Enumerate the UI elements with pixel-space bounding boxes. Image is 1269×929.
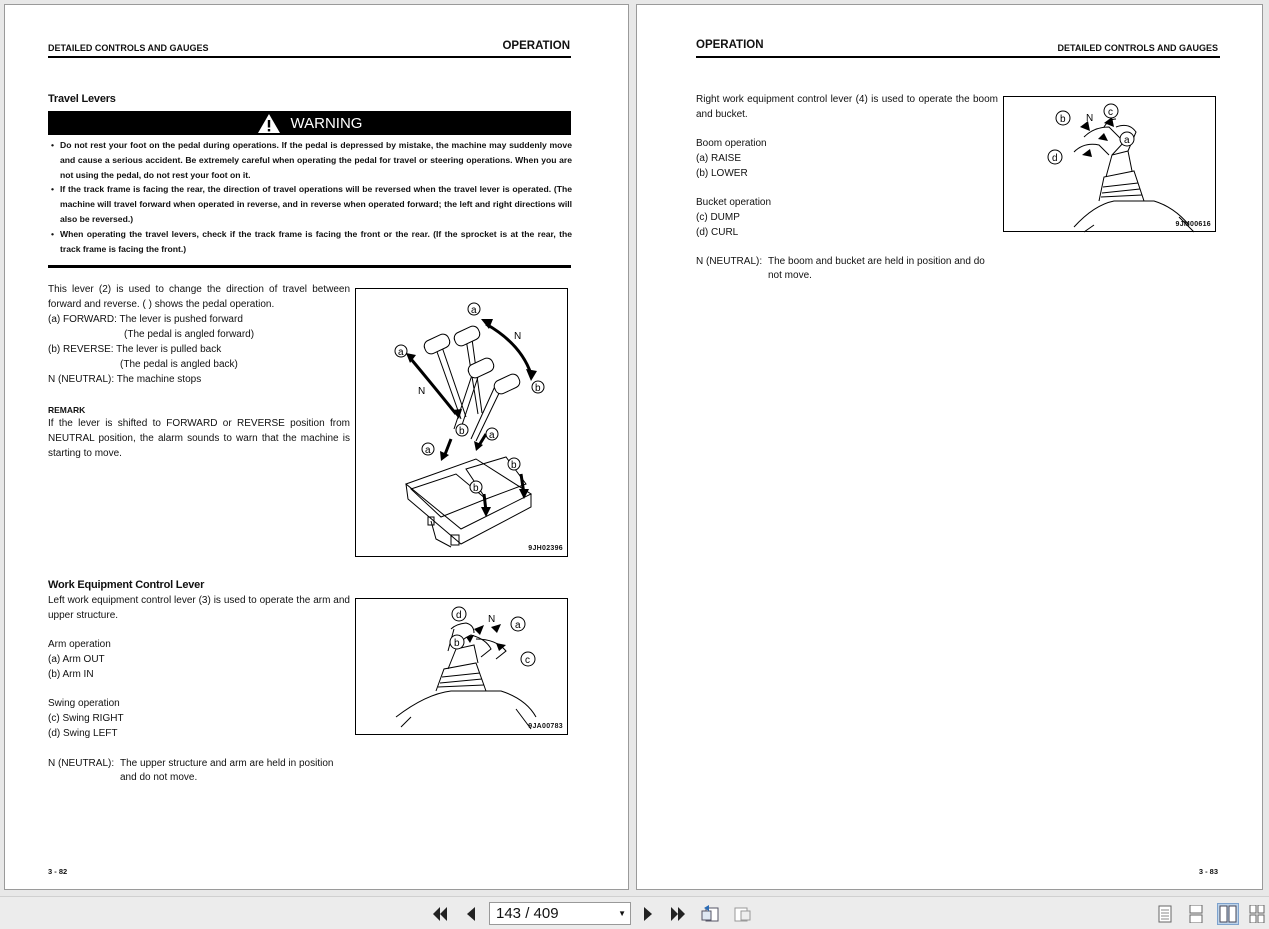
fig-label-a: a (515, 620, 521, 631)
figure-code: 9JM00616 (1175, 221, 1211, 228)
previous-page-button[interactable] (460, 903, 482, 925)
fig-label-a: a (489, 430, 495, 441)
continuous-icon (1189, 905, 1203, 923)
figure-code: 9JH02396 (528, 545, 563, 552)
bucket-operation-title: Bucket operation (696, 197, 772, 208)
left-work-lever-figure (355, 598, 568, 735)
neutral-text-line2: and do not move. (120, 772, 198, 783)
facing-view-button[interactable] (1217, 903, 1239, 925)
remark-label: REMARK (48, 405, 86, 415)
section-title-work-equipment: Work Equipment Control Lever (48, 579, 205, 591)
bucket-dump-text: (c) DUMP (696, 212, 740, 223)
single-page-icon (1158, 905, 1172, 923)
fig-label-c: c (1108, 107, 1113, 118)
fig-label-b: b (454, 638, 460, 649)
neutral-label: N (NEUTRAL): (696, 256, 763, 267)
last-page-button[interactable] (667, 903, 689, 925)
travel-lever-illustration (356, 289, 569, 558)
remark-text: If the lever is shifted to FORWARD or REVERSE position from NEUTRAL position, the alarm sounds to warn that the machine is starting to move. (48, 418, 350, 459)
header-rule (48, 56, 571, 58)
first-page-icon (431, 906, 449, 922)
page-right (636, 4, 1263, 890)
page-left (4, 4, 629, 890)
running-header-right: OPERATION (502, 40, 570, 52)
go-back-icon (700, 905, 720, 923)
right-work-lever-illustration (1004, 97, 1217, 233)
running-header-left: OPERATION (696, 39, 764, 51)
fig-label-a: a (425, 445, 431, 456)
fig-label-c: c (525, 655, 530, 666)
left-work-lever-illustration (356, 599, 569, 736)
navigation-toolbar (0, 896, 1269, 929)
next-page-icon (642, 906, 654, 922)
page-number-left: 3 - 82 (48, 867, 68, 876)
neutral-text-line2: not move. (768, 270, 812, 281)
neutral-text-line1: The upper structure and arm are held in position (120, 758, 334, 769)
travel-intro-text: This lever (2) is used to change the direction of travel between forward and reverse. ( ) shows the pedal operation. (48, 284, 350, 310)
figure-code: 9JA00783 (528, 723, 563, 730)
fig-label-b: b (459, 426, 465, 437)
page-number-right: 3 - 83 (1198, 867, 1218, 876)
travel-lever-figure (355, 288, 568, 557)
continuous-facing-view-button[interactable] (1248, 903, 1266, 925)
fig-label-b: b (1060, 114, 1066, 125)
warning-triangle-icon (257, 113, 281, 134)
boom-operation-title: Boom operation (696, 138, 767, 149)
go-forward-button[interactable] (732, 903, 754, 925)
travel-forward-pedal-text: (The pedal is angled forward) (124, 329, 255, 340)
continuous-facing-icon (1249, 905, 1265, 923)
facing-icon (1219, 905, 1237, 923)
single-page-view-button[interactable] (1154, 903, 1176, 925)
fig-label-n: N (418, 386, 426, 397)
travel-forward-text: (a) FORWARD: The lever is pushed forward (48, 314, 243, 325)
swing-right-text: (c) Swing RIGHT (48, 713, 124, 724)
warning-end-rule (48, 265, 571, 268)
arm-out-text: (a) Arm OUT (48, 654, 105, 665)
work-intro-text: Left work equipment control lever (3) is used to operate the arm and upper structure. (48, 595, 350, 621)
fig-label-a: a (1124, 135, 1130, 146)
running-header-right: DETAILED CONTROLS AND GAUGES (1057, 43, 1218, 53)
fig-label-b: b (511, 460, 517, 471)
fig-label-d: d (1052, 153, 1058, 164)
fig-label-a: a (398, 347, 404, 358)
travel-neutral-text: N (NEUTRAL): The machine stops (48, 374, 202, 385)
fig-label-a: a (471, 305, 477, 316)
warning-item: • When operating the travel levers, check if the track frame is facing the front or the rear. (If the sprocket is at the rear, the track frame is facing the front.) (51, 228, 572, 254)
warning-item: • If the track frame is facing the rear, the direction of travel operations will be reversed when the travel lever is operated. (The machine will travel forward when operated in reverse, and in reverse when operated forward; the left and right directions will also be reversed.) (51, 184, 572, 224)
right-work-lever-figure (1003, 96, 1216, 232)
prev-page-icon (465, 906, 477, 922)
swing-left-text: (d) Swing LEFT (48, 728, 118, 739)
fig-label-d: d (456, 610, 462, 621)
boom-lower-text: (b) LOWER (696, 168, 748, 179)
boom-raise-text: (a) RAISE (696, 153, 742, 164)
chevron-down-icon[interactable]: ▼ (618, 909, 626, 918)
go-forward-icon (733, 905, 753, 923)
fig-label-n: N (488, 614, 496, 625)
fig-label-n: N (514, 331, 522, 342)
running-header-left: DETAILED CONTROLS AND GAUGES (48, 43, 209, 53)
last-page-icon (669, 906, 687, 922)
warning-item: • Do not rest your foot on the pedal during operations. If the pedal is depressed by mistake, the machine may suddenly move and cause a serious accident. Be extremely careful when operating the pedal for travel or steering operations. When you are not using the pedal, do not rest your foot on it. (51, 140, 572, 180)
arm-in-text: (b) Arm IN (48, 669, 94, 680)
first-page-button[interactable] (429, 903, 451, 925)
neutral-text-line1: The boom and bucket are held in position and do (768, 256, 985, 267)
page-number-input[interactable] (489, 902, 631, 925)
arm-operation-title: Arm operation (48, 639, 111, 650)
go-back-button[interactable] (699, 903, 721, 925)
bucket-curl-text: (d) CURL (696, 227, 739, 238)
travel-reverse-pedal-text: (The pedal is angled back) (120, 359, 238, 370)
page-indicator: 143 / 409 (496, 905, 559, 922)
continuous-view-button[interactable] (1185, 903, 1207, 925)
neutral-label: N (NEUTRAL): (48, 758, 115, 769)
fig-label-b: b (473, 483, 479, 494)
travel-reverse-text: (b) REVERSE: The lever is pulled back (48, 344, 222, 355)
header-rule (696, 56, 1220, 58)
warning-label: WARNING (290, 114, 363, 132)
swing-operation-title: Swing operation (48, 698, 120, 709)
warning-list (48, 138, 572, 256)
right-lever-intro: Right work equipment control lever (4) is used to operate the boom and bucket. (696, 94, 998, 120)
warning-banner (48, 111, 571, 135)
fig-label-n: N (1086, 113, 1094, 124)
fig-label-b: b (535, 383, 541, 394)
next-page-button[interactable] (637, 903, 659, 925)
section-title-travel-levers: Travel Levers (48, 93, 116, 105)
